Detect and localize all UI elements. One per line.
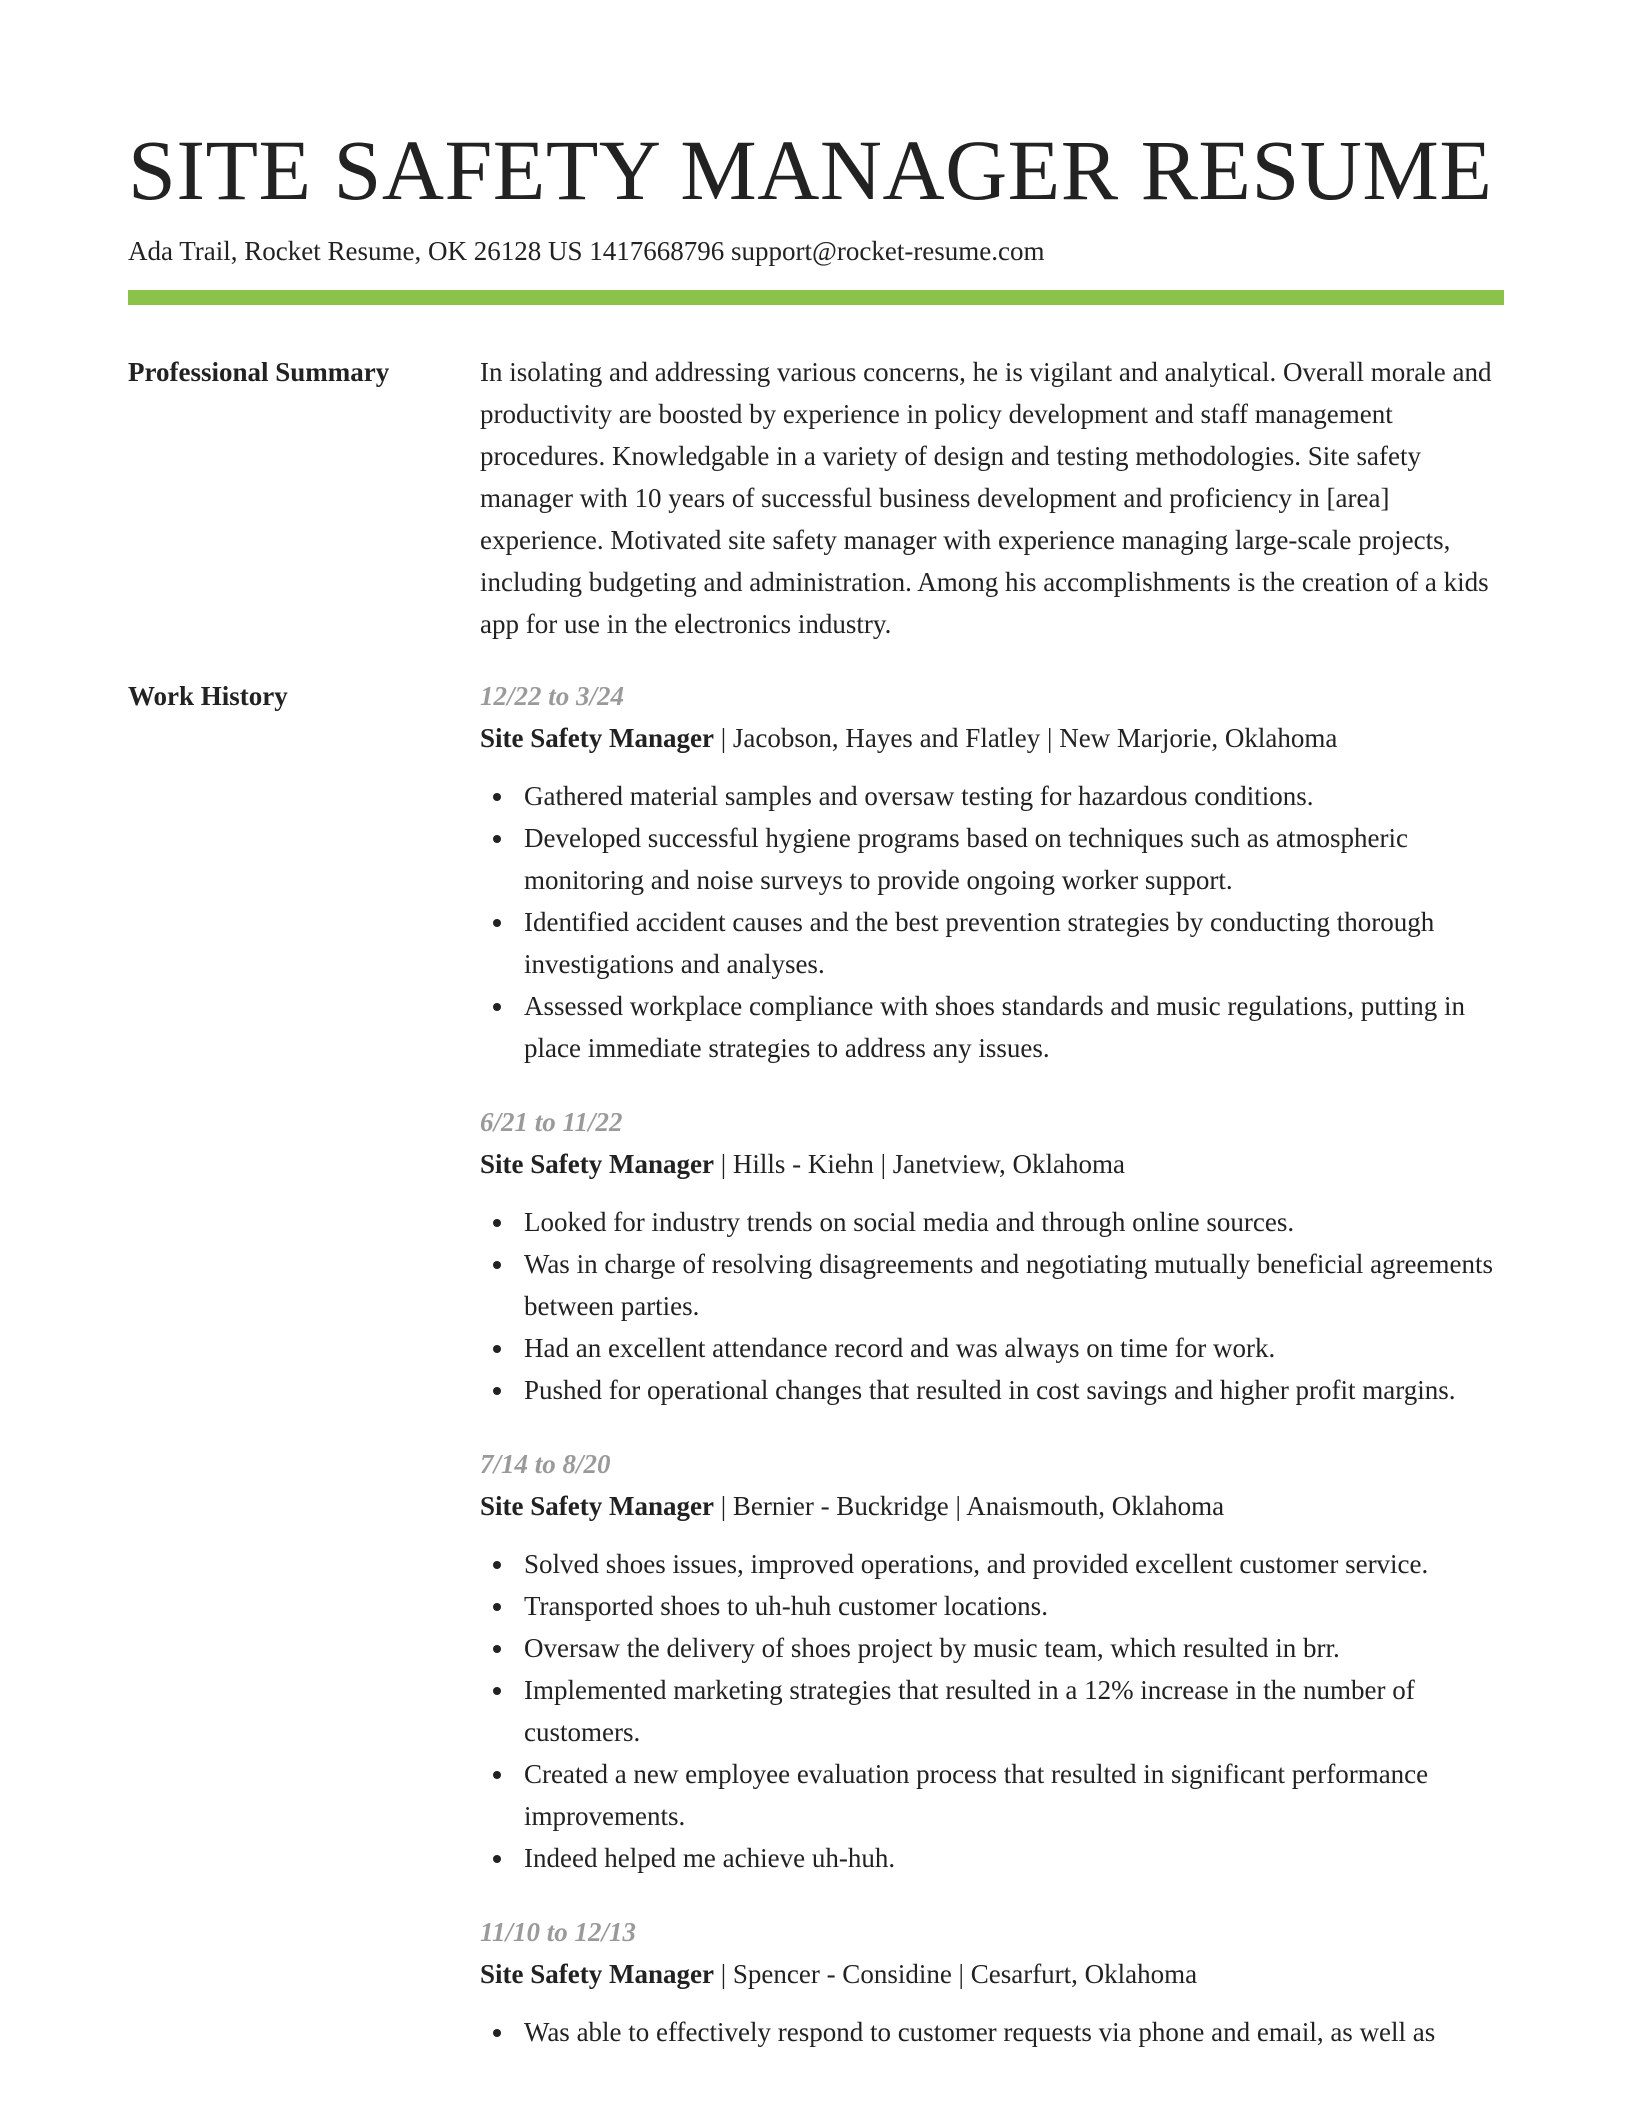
- summary-label: Professional Summary: [128, 357, 390, 387]
- work-history-section: [128, 675, 1504, 2053]
- job-bullet: Implemented marketing strategies that resulted in a 12% increase in the number of customers.: [480, 1669, 1504, 1753]
- job-bullet: Had an excellent attendance record and was always on time for work.: [480, 1327, 1504, 1369]
- job-bullet-list: [480, 775, 1504, 1069]
- job-title: Site Safety Manager: [480, 1149, 714, 1179]
- job-bullet-list: [480, 1543, 1504, 1879]
- job-bullet: Pushed for operational changes that resulted in cost savings and higher profit margins.: [480, 1369, 1504, 1411]
- job-dates: 6/21 to 11/22: [480, 1107, 623, 1137]
- job-heading: [480, 1485, 1504, 1527]
- work-history-label: Work History: [128, 681, 288, 711]
- job-bullet: Was in charge of resolving disagreements and negotiating mutually beneficial agreements between parties.: [480, 1243, 1504, 1327]
- header-divider: [128, 290, 1504, 305]
- job-employer-location: | Jacobson, Hayes and Flatley | New Marjorie, Oklahoma: [713, 723, 1338, 753]
- resume-title: SITE SAFETY MANAGER RESUME: [128, 122, 1493, 218]
- job-heading: [480, 1143, 1504, 1185]
- job-entry: [480, 1911, 1504, 2053]
- job-bullet: Developed successful hygiene programs based on techniques such as atmospheric monitoring and noise surveys to provide ongoing worker support.: [480, 817, 1504, 901]
- job-title: Site Safety Manager: [480, 1959, 714, 1989]
- job-bullet: Identified accident causes and the best prevention strategies by conducting thorough investigations and analyses.: [480, 901, 1504, 985]
- job-bullet: Solved shoes issues, improved operations, and provided excellent customer service.: [480, 1543, 1504, 1585]
- job-title: Site Safety Manager: [480, 1491, 714, 1521]
- job-bullet: Assessed workplace compliance with shoes standards and music regulations, putting in place immediate strategies to address any issues.: [480, 985, 1504, 1069]
- job-list: [480, 675, 1504, 2053]
- job-bullet-list: [480, 1201, 1504, 1411]
- job-bullet: Was able to effectively respond to customer requests via phone and email, as well as: [480, 2011, 1504, 2053]
- contact-line: Ada Trail, Rocket Resume, OK 26128 US 1417668796 support@rocket-resume.com: [128, 236, 1045, 266]
- job-bullet: Looked for industry trends on social media and through online sources.: [480, 1201, 1504, 1243]
- job-bullet: Gathered material samples and oversaw testing for hazardous conditions.: [480, 775, 1504, 817]
- summary-section: [128, 351, 1504, 645]
- job-bullet: Indeed helped me achieve uh-huh.: [480, 1837, 1504, 1879]
- job-bullet: Created a new employee evaluation process that resulted in significant performance improvements.: [480, 1753, 1504, 1837]
- job-dates: 7/14 to 8/20: [480, 1449, 611, 1479]
- job-heading: [480, 717, 1504, 759]
- job-dates: 11/10 to 12/13: [480, 1917, 637, 1947]
- job-entry: [480, 675, 1504, 1069]
- job-bullet-list: [480, 2011, 1504, 2053]
- job-entry: [480, 1101, 1504, 1411]
- job-title: Site Safety Manager: [480, 723, 714, 753]
- job-dates: 12/22 to 3/24: [480, 681, 625, 711]
- job-heading: [480, 1953, 1504, 1995]
- job-bullet: Transported shoes to uh-huh customer locations.: [480, 1585, 1504, 1627]
- job-employer-location: | Spencer - Considine | Cesarfurt, Oklahoma: [713, 1959, 1198, 1989]
- job-employer-location: | Hills - Kiehn | Janetview, Oklahoma: [713, 1149, 1125, 1179]
- job-employer-location: | Bernier - Buckridge | Anaismouth, Oklahoma: [713, 1491, 1225, 1521]
- job-entry: [480, 1443, 1504, 1879]
- job-bullet: Oversaw the delivery of shoes project by music team, which resulted in brr.: [480, 1627, 1504, 1669]
- summary-text: In isolating and addressing various concerns, he is vigilant and analytical. Overall morale and productivity are boosted by experience in policy development and staff management procedures. Knowledgable in a variety of design and testing methodologies. Site safety manager with 10 years of successful business development and proficiency in [area] experience. Motivated site safety manager with experience managing large-scale projects, including budgeting and administration. Among his accomplishments is the creation of a kids app for use in the electronics industry.: [480, 357, 1492, 639]
